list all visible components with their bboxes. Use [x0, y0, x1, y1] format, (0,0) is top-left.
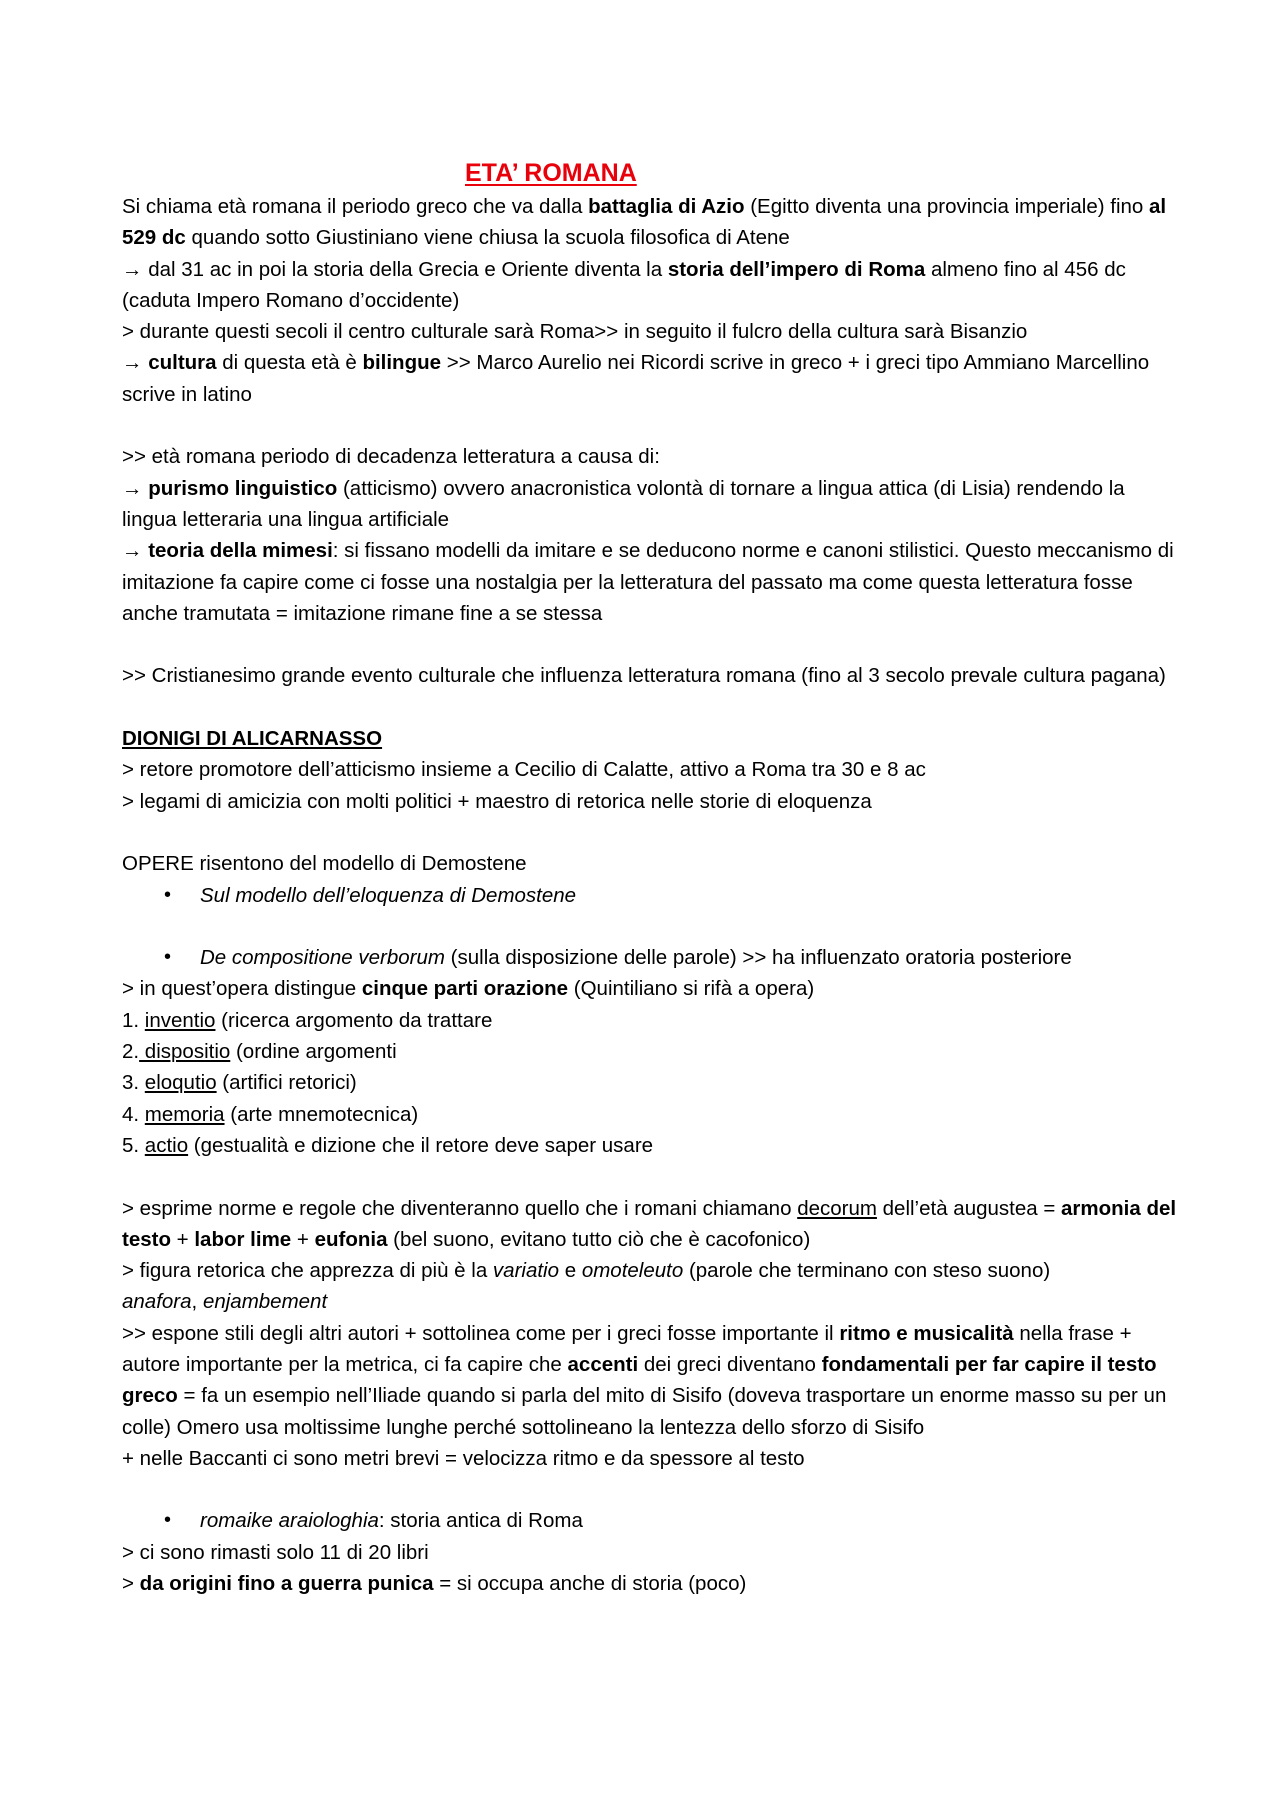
bullet-item: • De compositione verborum (sulla disposizione delle parole) >> ha influenzato oratoria posteriore [122, 942, 1182, 973]
keyword: da origini fino a guerra punica [139, 1572, 434, 1596]
decadence-cause: → teoria della mimesi: si fissano modelli da imitare e se deducono norme e canoni stilistici. Questo meccanismo di imitazione fa capire come ci fosse una nostalgia per la letteratura del passato ma come questa letteratura fosse anche tramutata = imitazione rimane fine a se stessa [122, 539, 1174, 625]
keyword: cinque parti orazione [361, 977, 569, 1001]
keyword: storia dell’impero di Roma [667, 257, 926, 281]
spacer [122, 629, 1182, 660]
norms-paragraph: > esprime norme e regole che diventeranno quello che i romani chiamano decorum dell’età augustea = armonia del testo + labor lime + eufonia (bel suono, evitano tutto ciò che è cacofonico) [122, 1196, 1177, 1251]
spacer [122, 1474, 1182, 1505]
keyword: cultura [148, 351, 217, 375]
christianity-paragraph: >> Cristianesimo grande evento culturale che influenza letteratura romana (fino al 3 secolo prevale cultura pagana) [122, 664, 1166, 688]
spacer [122, 817, 1182, 848]
dionigi-line: > retore promotore dell’atticismo insieme a Cecilio di Calatte, attivo a Roma tra 30 e 8 ac [122, 758, 926, 782]
intro-paragraph: > durante questi secoli il centro culturale sarà Roma>> in seguito il fulcro della cultura sarà Bisanzio [122, 320, 1028, 344]
term: dispositio [139, 1040, 231, 1064]
norms-paragraph: + nelle Baccanti ci sono metri brevi = velocizza ritmo e da spessore al testo [122, 1446, 805, 1470]
keyword: labor lime [194, 1227, 292, 1251]
term: inventio [144, 1008, 216, 1032]
norms-paragraph: > figura retorica che apprezza di più è la variatio e omoteleuto (parole che terminano con steso suono) [122, 1259, 1051, 1283]
document-body [122, 155, 1182, 1599]
numbered-item: 5. actio (gestualità e dizione che il retore deve saper usare [122, 1133, 654, 1157]
intro-paragraph: Si chiama età romana il periodo greco che va dalla battaglia di Azio (Egitto diventa una provincia imperiale) fino al 529 dc quando sotto Giustiniano viene chiusa la scuola filosofica di Atene [122, 195, 1167, 250]
opere-intro: OPERE risentono del modello di Demostene [122, 852, 527, 876]
keyword: al 529 dc [122, 195, 1167, 250]
intro-paragraph: → cultura di questa età è bilingue >> Marco Aurelio nei Ricordi scrive in greco + i greci tipo Ammiano Marcellino scrive in latino [122, 351, 1150, 406]
romaike-line: > ci sono rimasti solo 11 di 20 libri [122, 1540, 429, 1564]
bullet-item: • Sul modello dell’eloquenza di Demostene [122, 880, 1182, 911]
opere-parts: > in quest’opera distingue cinque parti orazione (Quintiliano si rifà a opera) [122, 977, 815, 1001]
bullet-item: • romaike araiologhia: storia antica di Roma [122, 1505, 1182, 1536]
term: eloqutio [144, 1071, 217, 1095]
keyword: ritmo e musicalità [839, 1321, 1014, 1345]
keyword: → teoria della mimesi [122, 539, 333, 563]
spacer [122, 692, 1182, 723]
decadence-intro: >> età romana periodo di decadenza letteratura a causa di: [122, 445, 660, 469]
numbered-item: 3. eloqutio (artifici retorici) [122, 1071, 357, 1095]
spacer [122, 410, 1182, 441]
section-heading-dionigi: DIONIGI DI ALICARNASSO [122, 727, 383, 751]
keyword: bilingue [362, 351, 442, 375]
spacer [122, 1161, 1182, 1192]
decadence-cause: → purismo linguistico (atticismo) ovvero anacronistica volontà di tornare a lingua attica (di Lisia) rendendo la lingua letteraria una lingua artificiale [122, 476, 1125, 531]
intro-paragraph: → dal 31 ac in poi la storia della Grecia e Oriente diventa la storia dell’impero di Roma almeno fino al 456 dc (caduta Impero Romano d’occidente) [122, 257, 1126, 312]
dionigi-line: > legami di amicizia con molti politici + maestro di retorica nelle storie di eloquenza [122, 789, 872, 813]
norms-paragraph: anafora, enjambement [122, 1290, 328, 1314]
page-title: ETA’ ROMANA [465, 159, 637, 187]
norms-paragraph: >> espone stili degli altri autori + sottolinea come per i greci fosse importante il ritmo e musicalità nella frase + autore importante per la metrica, ci fa capire che accenti dei greci diventano fondamentali per far capire il testo greco = fa un esempio nell’Iliade quando si parla del mito di Sisifo (doveva trasportare un enorme masso su per un colle) Omero usa moltissime lunghe perché sottolineano la lentezza dello sforzo di Sisifo [122, 1321, 1167, 1439]
keyword: battaglia di Azio [588, 195, 745, 218]
term: actio [144, 1133, 189, 1157]
keyword: accenti [567, 1352, 639, 1376]
term: decorum [797, 1196, 877, 1220]
keyword: fondamentali per far capire il testo greco [122, 1352, 1157, 1408]
keyword: eufonia [314, 1227, 388, 1251]
keyword: → purismo linguistico [122, 476, 338, 500]
romaike-line: > da origini fino a guerra punica = si occupa anche di storia (poco) [122, 1572, 747, 1596]
term: memoria [144, 1102, 225, 1126]
keyword: armonia del testo [122, 1196, 1177, 1251]
numbered-item: 2. dispositio (ordine argomenti [122, 1040, 397, 1064]
numbered-item: 4. memoria (arte mnemotecnica) [122, 1102, 419, 1126]
numbered-item: 1. inventio (ricerca argomento da trattare [122, 1008, 493, 1032]
spacer [122, 911, 1182, 942]
